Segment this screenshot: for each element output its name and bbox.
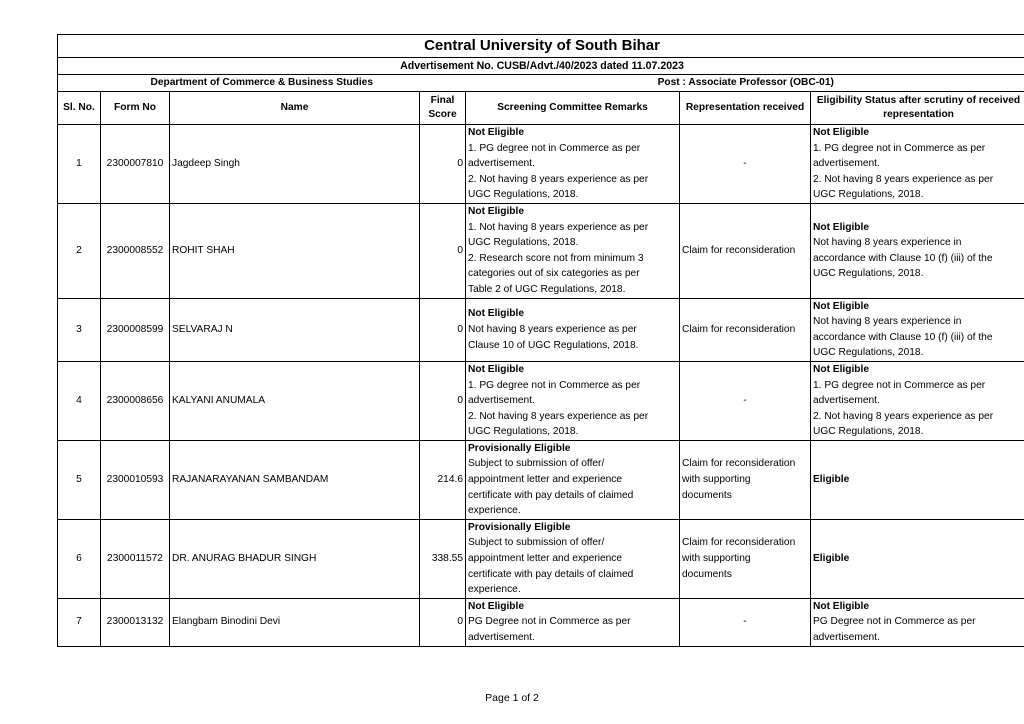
final-score-cell: 0 (420, 361, 466, 440)
remarks-status: Not Eligible (468, 363, 525, 375)
remarks-line: 2. Not having 8 years experience as per (468, 410, 649, 422)
eligibility-cell (811, 440, 1024, 519)
remarks-line: categories out of six categories as per (468, 268, 640, 280)
remarks-status: Not Eligible (468, 127, 525, 138)
sl-no-cell: 6 (58, 519, 101, 598)
remarks-line: advertisement. (468, 632, 535, 643)
remarks-line: 2. Not having 8 years experience as per (468, 173, 649, 185)
eligibility-line: 1. PG degree not in Commerce as per (813, 379, 986, 391)
remarks-line: 1. PG degree not in Commerce as per (468, 379, 641, 391)
form-no-cell: 2300008552 (101, 203, 170, 298)
remarks-status: Not Eligible (468, 308, 525, 320)
table-row (58, 125, 1024, 204)
remarks-cell (466, 298, 680, 361)
table-row (58, 203, 1024, 298)
remarks-line: 2. Research score not from minimum 3 (468, 252, 644, 264)
name-cell: SELVARAJ N (170, 298, 420, 361)
eligibility-status: Not Eligible (813, 600, 870, 612)
sl-no-cell: 2 (58, 203, 101, 298)
remarks-line: experience. (468, 584, 521, 596)
eligibility-cell (811, 203, 1024, 298)
sl-no-cell: 3 (58, 298, 101, 361)
remarks-line: advertisement. (468, 158, 535, 170)
representation-line: documents (682, 489, 732, 501)
table-row (58, 298, 1024, 361)
table-row (58, 519, 1024, 598)
remarks-line: experience. (468, 505, 521, 517)
eligibility-cell (811, 598, 1024, 646)
eligibility-line: 2. Not having 8 years experience as per (813, 410, 994, 422)
col-header-final-score (420, 92, 466, 125)
remarks-line: PG Degree not in Commerce as per (468, 616, 631, 628)
eligibility-status: Eligible (813, 474, 850, 486)
remarks-line: Table 2 of UGC Regulations, 2018. (468, 283, 626, 295)
representation-cell (680, 519, 811, 598)
column-header-row (58, 92, 1024, 125)
sl-no-cell: 1 (58, 125, 101, 204)
remarks-line: certificate with pay details of claimed (468, 568, 634, 580)
table-row (58, 361, 1024, 440)
representation-cell (680, 298, 811, 361)
final-score-cell: 214.6 (420, 440, 466, 519)
eligibility-line: Not having 8 years experience in (813, 237, 962, 249)
col-header-sl-no: Sl. No. (58, 92, 101, 125)
col-header-eligibility-line1: Eligibility Status after scrutiny of received (816, 95, 1021, 106)
eligibility-line: advertisement. (813, 158, 880, 170)
eligibility-line: PG Degree not in Commerce as per (813, 616, 976, 628)
remarks-cell (466, 203, 680, 298)
advertisement-row (58, 58, 1024, 75)
name-cell: ROHIT SHAH (170, 203, 420, 298)
col-header-representation: Representation received (680, 92, 811, 125)
representation-line: - (743, 158, 747, 170)
eligibility-line: accordance with Clause 10 (f) (iii) of the (813, 252, 993, 264)
eligibility-line: advertisement. (813, 395, 880, 407)
final-score-cell: 0 (420, 125, 466, 204)
representation-line: Claim for reconsideration (682, 323, 796, 335)
representation-line: - (743, 616, 747, 628)
remarks-cell (466, 125, 680, 204)
remarks-cell (466, 598, 680, 646)
document-title: Central University of South Bihar (58, 35, 1024, 58)
eligibility-line: UGC Regulations, 2018. (813, 268, 924, 280)
representation-line: - (743, 395, 747, 407)
sl-no-cell: 5 (58, 440, 101, 519)
col-header-final-score-line2: Score (428, 109, 457, 120)
eligibility-line: 2. Not having 8 years experience as per (813, 173, 994, 185)
representation-cell (680, 598, 811, 646)
form-no-cell: 2300007810 (101, 125, 170, 204)
name-cell: KALYANI ANUMALA (170, 361, 420, 440)
page-number: Page 1 of 2 (485, 692, 539, 704)
remarks-line: certificate with pay details of claimed (468, 489, 634, 501)
remarks-line: UGC Regulations, 2018. (468, 237, 579, 249)
final-score-cell: 0 (420, 598, 466, 646)
remarks-line: Clause 10 of UGC Regulations, 2018. (468, 339, 639, 351)
name-cell: Elangbam Binodini Devi (170, 598, 420, 646)
final-score-cell: 0 (420, 203, 466, 298)
eligibility-line: accordance with Clause 10 (f) (iii) of the (813, 331, 993, 343)
department-row (58, 75, 1024, 92)
name-cell: Jagdeep Singh (170, 125, 420, 204)
name-cell: DR. ANURAG BHADUR SINGH (170, 519, 420, 598)
col-header-eligibility-line2: representation (883, 109, 954, 120)
remarks-status: Provisionally Eligible (468, 521, 571, 533)
eligibility-cell (811, 298, 1024, 361)
remarks-cell (466, 519, 680, 598)
eligibility-cell (811, 519, 1024, 598)
remarks-cell (466, 440, 680, 519)
remarks-status: Not Eligible (468, 600, 525, 612)
name-cell: RAJANARAYANAN SAMBANDAM (170, 440, 420, 519)
eligibility-status: Not Eligible (813, 363, 870, 375)
eligibility-line: UGC Regulations, 2018. (813, 426, 924, 438)
form-no-cell: 2300010593 (101, 440, 170, 519)
table-row (58, 440, 1024, 519)
remarks-status: Provisionally Eligible (468, 442, 571, 454)
remarks-line: appointment letter and experience (468, 474, 623, 486)
form-no-cell: 2300013132 (101, 598, 170, 646)
eligibility-line: UGC Regulations, 2018. (813, 189, 924, 201)
form-no-cell: 2300008656 (101, 361, 170, 440)
eligibility-line: UGC Regulations, 2018. (813, 347, 924, 359)
eligibility-cell (811, 361, 1024, 440)
table-row (58, 598, 1024, 646)
eligibility-cell (811, 125, 1024, 204)
representation-line: documents (682, 568, 732, 580)
table-body (58, 125, 1024, 647)
remarks-status: Not Eligible (468, 205, 525, 217)
col-header-final-score-line1: Final (430, 95, 455, 106)
eligibility-status: Eligible (813, 553, 850, 565)
representation-cell (680, 125, 811, 204)
department-name: Department of Commerce & Business Studies (58, 75, 466, 92)
final-score-cell: 0 (420, 298, 466, 361)
representation-line: with supporting (682, 553, 751, 565)
remarks-line: Subject to submission of offer/ (468, 458, 605, 470)
sl-no-cell: 7 (58, 598, 101, 646)
results-table (57, 34, 1024, 647)
representation-line: Claim for reconsideration (682, 244, 796, 256)
eligibility-status: Not Eligible (813, 127, 870, 138)
remarks-line: advertisement. (468, 395, 535, 407)
eligibility-line: Not having 8 years experience in (813, 316, 962, 328)
remarks-cell (466, 361, 680, 440)
representation-cell (680, 440, 811, 519)
eligibility-status: Not Eligible (813, 300, 870, 312)
col-header-form-no: Form No (101, 92, 170, 125)
representation-line: with supporting (682, 474, 751, 486)
eligibility-line: 1. PG degree not in Commerce as per (813, 142, 986, 154)
title-row (58, 35, 1024, 58)
remarks-line: appointment letter and experience (468, 553, 623, 565)
remarks-line: UGC Regulations, 2018. (468, 426, 579, 438)
remarks-line: 1. PG degree not in Commerce as per (468, 142, 641, 154)
post-name: Post : Associate Professor (OBC-01) (466, 75, 1024, 92)
remarks-line: 1. Not having 8 years experience as per (468, 221, 649, 233)
sl-no-cell: 4 (58, 361, 101, 440)
col-header-name: Name (170, 92, 420, 125)
remarks-line: Not having 8 years experience as per (468, 323, 637, 335)
eligibility-status: Not Eligible (813, 221, 870, 233)
advertisement-number: Advertisement No. CUSB/Advt./40/2023 dated 11.07.2023 (58, 58, 1024, 75)
remarks-line: UGC Regulations, 2018. (468, 189, 579, 201)
eligibility-line: advertisement. (813, 632, 880, 643)
col-header-eligibility (811, 92, 1024, 125)
form-no-cell: 2300008599 (101, 298, 170, 361)
remarks-line: Subject to submission of offer/ (468, 537, 605, 549)
representation-cell (680, 203, 811, 298)
col-header-remarks: Screening Committee Remarks (466, 92, 680, 125)
representation-cell (680, 361, 811, 440)
representation-line: Claim for reconsideration (682, 458, 796, 470)
representation-line: Claim for reconsideration (682, 537, 796, 549)
form-no-cell: 2300011572 (101, 519, 170, 598)
final-score-cell: 338.55 (420, 519, 466, 598)
